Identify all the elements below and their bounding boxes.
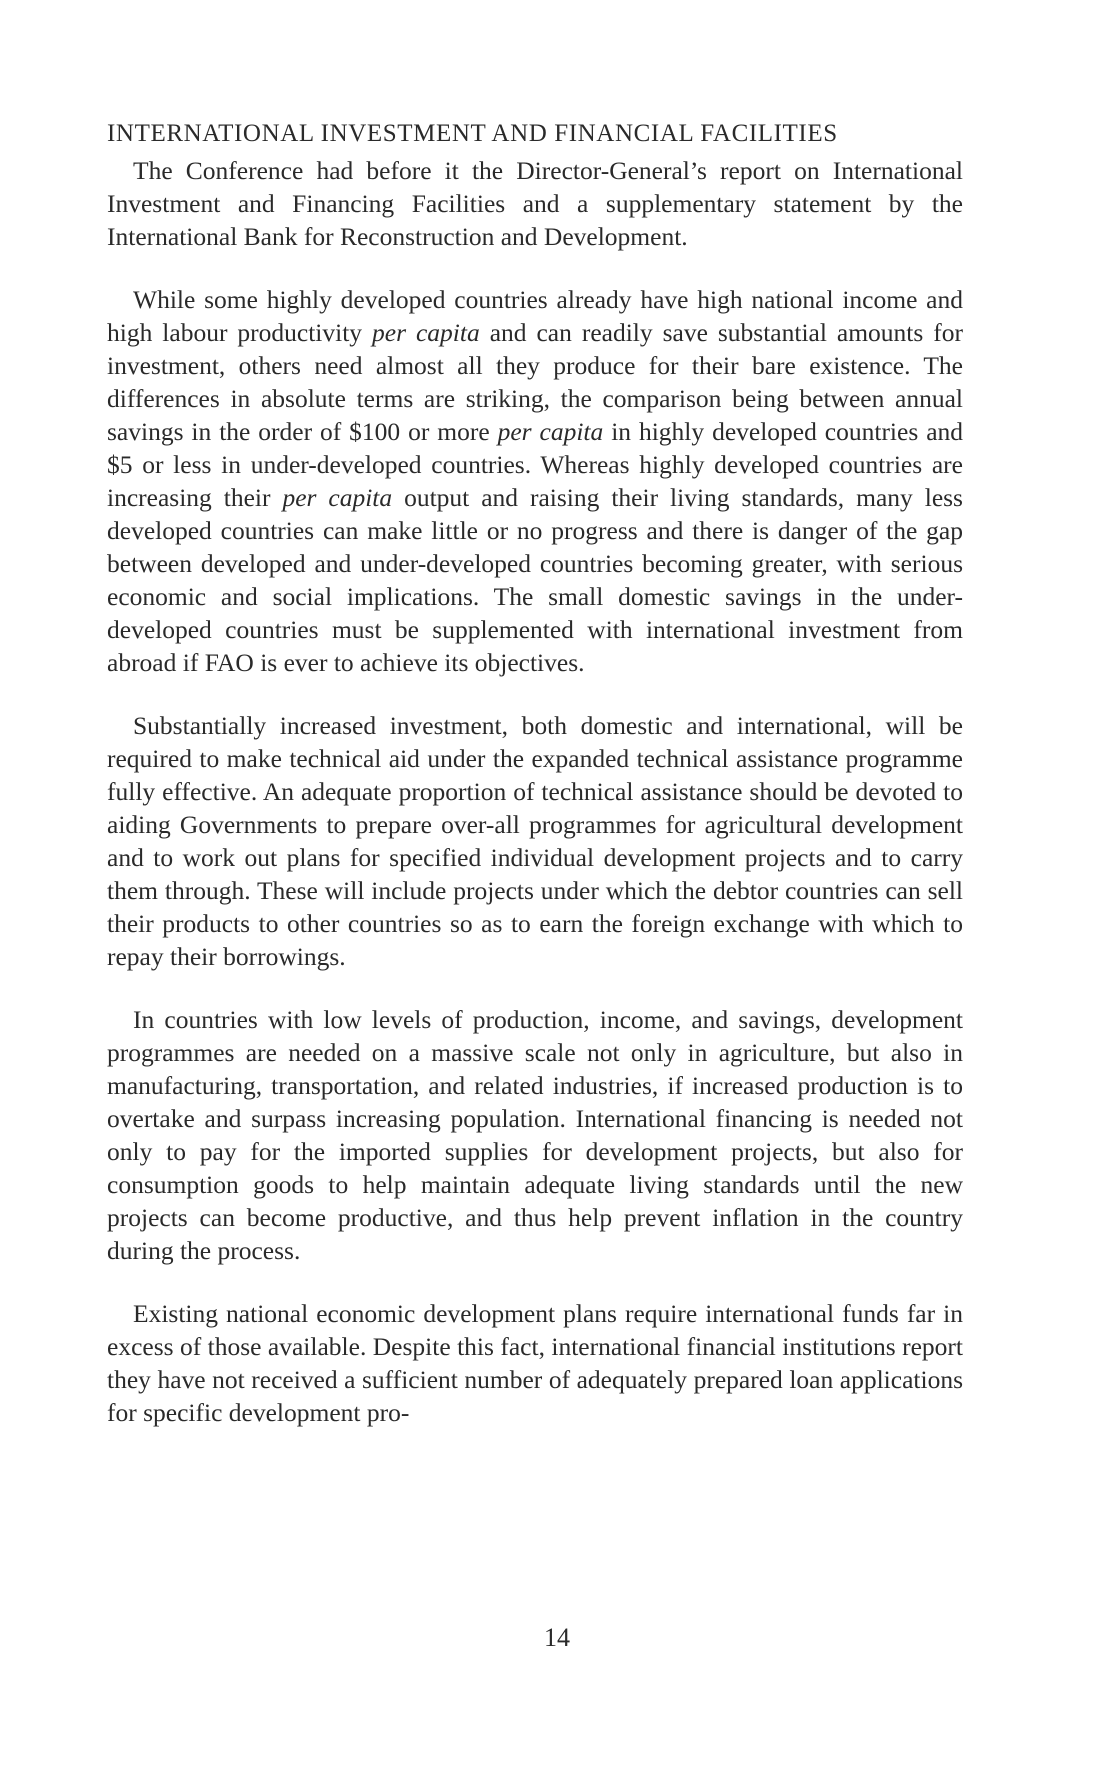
italic-term: per capita bbox=[372, 318, 480, 347]
paragraph-3 bbox=[107, 709, 963, 973]
paragraph-text: and can readily save substantial amounts for investment, others need almost all they produce for their bare existence. The differences in absolute terms are striking, the comparison being between annual savings in the order of $100 or more bbox=[107, 318, 964, 446]
document-page bbox=[107, 118, 963, 1459]
paragraph-text: In countries with low levels of production, income, and savings, development programmes are needed on a massive scale not only in agriculture, but also in manufacturing, transportation, and related industries, if increased production is to overtake and surpass increasing population. International financing is needed not only to pay for the imported supplies for development projects, but also for consumption goods to help maintain adequate living standards until the new projects can become productive, and thus help prevent inflation in the country during the process. bbox=[107, 1005, 963, 1265]
paragraph-1 bbox=[107, 154, 963, 253]
paragraph-text: While some highly developed countries already have high national income and high labour productivity bbox=[107, 285, 963, 347]
paragraph-text: in highly developed countries and $5 or less in under-developed countries. Whereas highly developed countries are increasing their bbox=[107, 417, 964, 512]
italic-term: per capita bbox=[497, 417, 604, 446]
paragraph-text: Substantially increased investment, both domestic and international, will be required to make technical aid under the expanded technical assistance programme fully effective. An adequate proportion of technical assistance should be devoted to aiding Governments to prepare over-all programmes for agricultural development and to work out plans for specified individual development projects and to carry them through. These will include projects under which the debtor countries can sell their products to other countries so as to earn the foreign exchange with which to repay their borrowings. bbox=[107, 711, 963, 971]
section-heading: INTERNATIONAL INVESTMENT AND FINANCIAL FACILITIES bbox=[107, 120, 838, 147]
italic-term: per capita bbox=[282, 483, 393, 512]
paragraph-text: Existing national economic development plans require international funds far in excess of those available. Despite this fact, international financial institutions report they have not received a sufficient number of adequately prepared loan applications for specific development pro- bbox=[107, 1299, 963, 1427]
paragraph-5 bbox=[107, 1297, 963, 1429]
paragraph-2 bbox=[107, 283, 963, 679]
paragraph-text: output and raising their living standards, many less developed countries can make little or no progress and there is danger of the gap between developed and under-developed countries becoming greater, with serious economic and social implications. The small domestic savings in the under-developed countries must be supplemented with international investment from abroad if FAO is ever to achieve its objectives. bbox=[107, 483, 963, 677]
page-number: 14 bbox=[544, 1623, 570, 1652]
paragraph-4 bbox=[107, 1003, 963, 1267]
paragraph-text: The Conference had before it the Director-General’s report on International Investment and Financing Facilities and a supplementary statement by the International Bank for Reconstruction and Development. bbox=[107, 156, 963, 251]
